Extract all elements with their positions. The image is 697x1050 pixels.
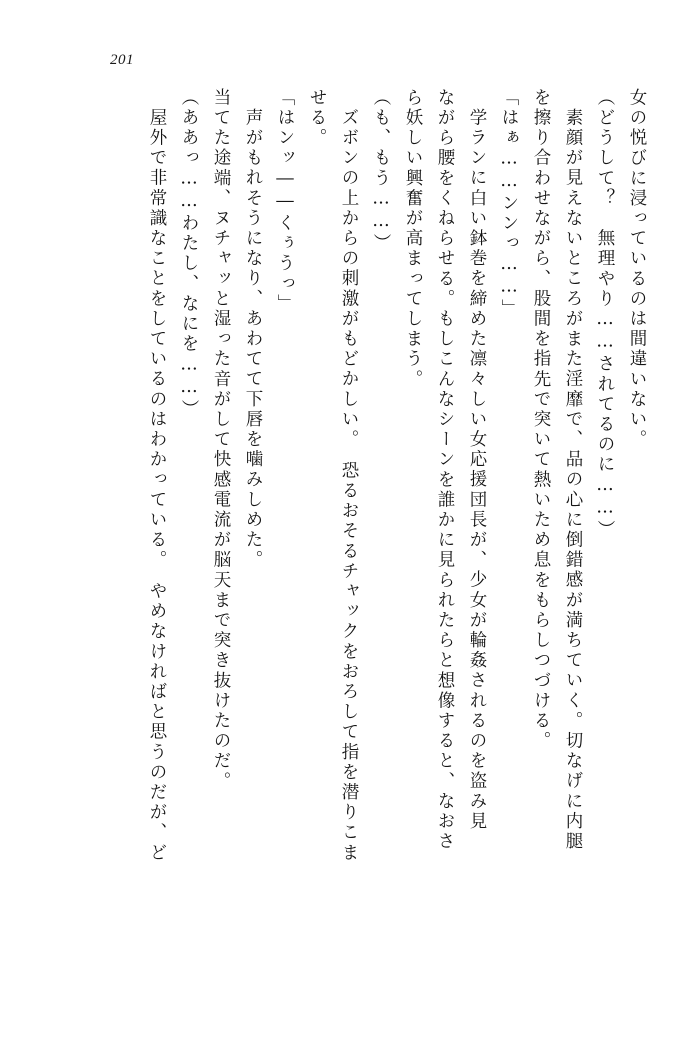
text-line: ズボンの上からの刺激がもどかしい。 恐るおそるチャックをおろして指を潜りこま (339, 108, 359, 864)
text-line: 素顔が見えないところがまた淫靡で、品の心に倒錯感が満ちていく。切なげに内腿 (563, 108, 583, 852)
text-line: 屋外で非常識なことをしているのはわかっている。 やめなければと思うのだが、ど (147, 108, 167, 864)
text-line: （どうして？ 無理やり……されてるのに……） (595, 88, 615, 541)
text-line: 声がもれそうになり、あわてて下唇を噛みしめた。 (243, 108, 263, 571)
text-line: 「はぁ……ンンっ……」 (499, 88, 519, 320)
text-line: を擦り合わせながら、股間を指先で突いて熱いため息をもらしつづける。 (531, 88, 551, 752)
vertical-text-body (55, 88, 645, 968)
text-line: せる。 (307, 88, 327, 149)
page-number: 201 (110, 52, 134, 68)
text-line: ながら腰をくねらせる。もしこんなシーンを誰かに見られたらと想像すると、なおさ (435, 88, 455, 852)
text-line: （も、もう……） (371, 88, 391, 254)
text-line: 学ランに白い鉢巻を締めた凛々しい女応援団長が、少女が輪姦されるのを盗み見 (467, 108, 487, 832)
text-line: 当てた途端、ヌチャッと湿った音がして快感電流が脳天まで突き抜けたのだ。 (211, 88, 231, 792)
text-line: 「はンッ――くぅうっ」 (275, 88, 295, 315)
text-line: ら妖しい興奮が高まってしまう。 (403, 88, 423, 390)
text-line: （ああっ……わたし、なにを……） (179, 88, 199, 420)
text-line: 女の悦びに浸っているのは間違いない。 (627, 88, 647, 450)
